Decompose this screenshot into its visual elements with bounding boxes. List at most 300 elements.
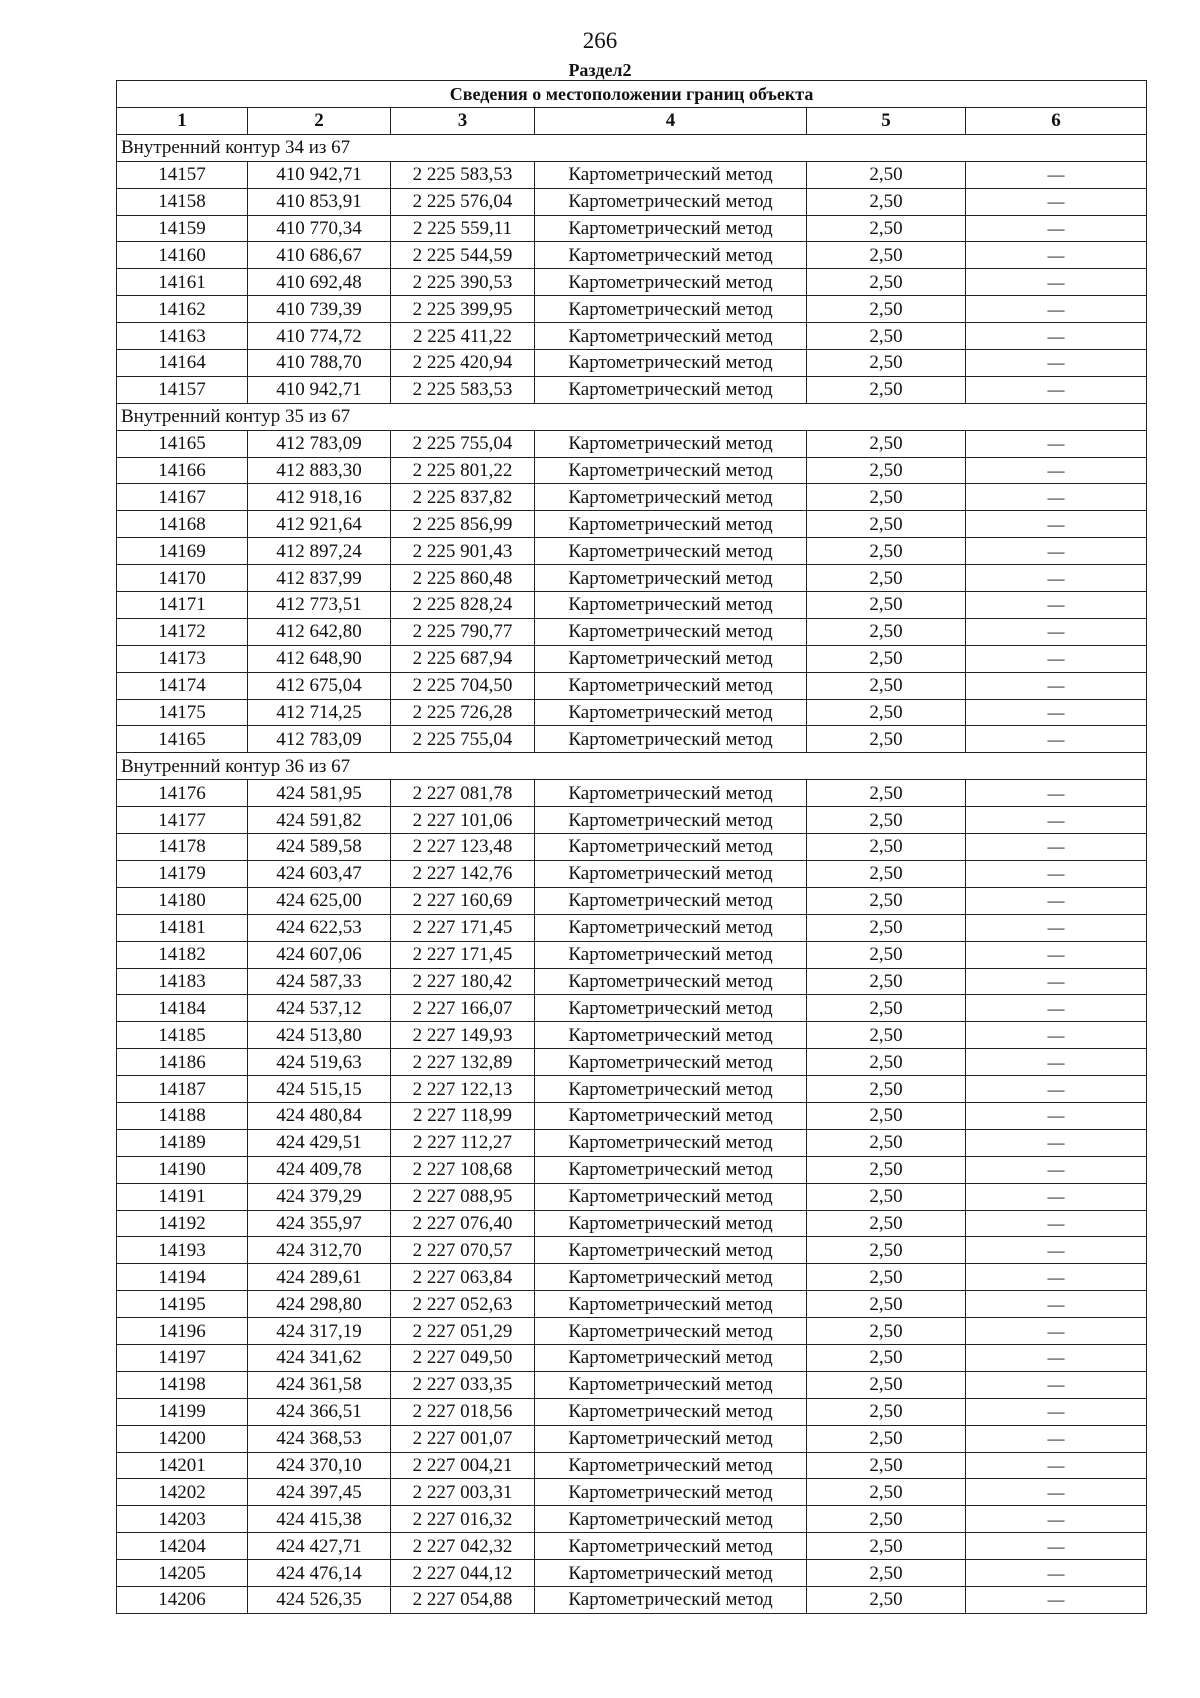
boundary-table <box>116 80 1147 1614</box>
y-coordinate-cell: 2 225 544,59 <box>391 242 535 269</box>
accuracy-cell: 2,50 <box>807 376 966 403</box>
point-number-cell: 14184 <box>117 995 248 1022</box>
accuracy-cell: 2,50 <box>807 1398 966 1425</box>
accuracy-cell: 2,50 <box>807 350 966 377</box>
x-coordinate-cell: 424 409,78 <box>248 1156 391 1183</box>
x-coordinate-cell: 424 415,38 <box>248 1506 391 1533</box>
table-row <box>117 215 1147 242</box>
table-row <box>117 323 1147 350</box>
accuracy-cell: 2,50 <box>807 1183 966 1210</box>
accuracy-cell: 2,50 <box>807 860 966 887</box>
point-number-cell: 14193 <box>117 1237 248 1264</box>
method-cell: Картометрический метод <box>535 1129 807 1156</box>
y-coordinate-cell: 2 227 180,42 <box>391 968 535 995</box>
x-coordinate-cell: 424 480,84 <box>248 1102 391 1129</box>
point-number-cell: 14180 <box>117 887 248 914</box>
note-cell: — <box>966 323 1147 350</box>
method-cell: Картометрический метод <box>535 1398 807 1425</box>
y-coordinate-cell: 2 225 860,48 <box>391 565 535 592</box>
x-coordinate-cell: 424 519,63 <box>248 1049 391 1076</box>
point-number-cell: 14195 <box>117 1291 248 1318</box>
y-coordinate-cell: 2 225 755,04 <box>391 430 535 457</box>
point-number-cell: 14196 <box>117 1318 248 1345</box>
y-coordinate-cell: 2 225 901,43 <box>391 538 535 565</box>
point-number-cell: 14185 <box>117 1022 248 1049</box>
table-row <box>117 161 1147 188</box>
y-coordinate-cell: 2 225 559,11 <box>391 215 535 242</box>
x-coordinate-cell: 412 714,25 <box>248 699 391 726</box>
method-cell: Картометрический метод <box>535 618 807 645</box>
method-cell: Картометрический метод <box>535 1291 807 1318</box>
x-coordinate-cell: 424 587,33 <box>248 968 391 995</box>
note-cell: — <box>966 1586 1147 1613</box>
table-row <box>117 1318 1147 1345</box>
x-coordinate-cell: 412 783,09 <box>248 726 391 753</box>
y-coordinate-cell: 2 225 420,94 <box>391 350 535 377</box>
y-coordinate-cell: 2 227 160,69 <box>391 887 535 914</box>
x-coordinate-cell: 424 368,53 <box>248 1425 391 1452</box>
accuracy-cell: 2,50 <box>807 780 966 807</box>
accuracy-cell: 2,50 <box>807 538 966 565</box>
accuracy-cell: 2,50 <box>807 511 966 538</box>
accuracy-cell: 2,50 <box>807 672 966 699</box>
y-coordinate-cell: 2 227 042,32 <box>391 1533 535 1560</box>
table-row <box>117 457 1147 484</box>
y-coordinate-cell: 2 227 118,99 <box>391 1102 535 1129</box>
table-row <box>117 807 1147 834</box>
table-row <box>117 1533 1147 1560</box>
point-number-cell: 14197 <box>117 1344 248 1371</box>
accuracy-cell: 2,50 <box>807 296 966 323</box>
y-coordinate-cell: 2 227 132,89 <box>391 1049 535 1076</box>
y-coordinate-cell: 2 227 016,32 <box>391 1506 535 1533</box>
point-number-cell: 14175 <box>117 699 248 726</box>
x-coordinate-cell: 410 686,67 <box>248 242 391 269</box>
x-coordinate-cell: 424 526,35 <box>248 1586 391 1613</box>
table-row <box>117 887 1147 914</box>
table-row <box>117 1156 1147 1183</box>
note-cell: — <box>966 376 1147 403</box>
note-cell: — <box>966 484 1147 511</box>
x-coordinate-cell: 424 298,80 <box>248 1291 391 1318</box>
table-row <box>117 269 1147 296</box>
x-coordinate-cell: 424 581,95 <box>248 780 391 807</box>
x-coordinate-cell: 424 355,97 <box>248 1210 391 1237</box>
note-cell: — <box>966 1291 1147 1318</box>
table-row <box>117 699 1147 726</box>
y-coordinate-cell: 2 227 123,48 <box>391 834 535 861</box>
y-coordinate-cell: 2 227 044,12 <box>391 1560 535 1587</box>
point-number-cell: 14182 <box>117 941 248 968</box>
table-row <box>117 726 1147 753</box>
table-row <box>117 1452 1147 1479</box>
y-coordinate-cell: 2 227 003,31 <box>391 1479 535 1506</box>
table-row <box>117 484 1147 511</box>
table-row <box>117 1425 1147 1452</box>
x-coordinate-cell: 424 317,19 <box>248 1318 391 1345</box>
x-coordinate-cell: 412 897,24 <box>248 538 391 565</box>
point-number-cell: 14168 <box>117 511 248 538</box>
table-row <box>117 780 1147 807</box>
note-cell: — <box>966 1425 1147 1452</box>
table-row <box>117 672 1147 699</box>
method-cell: Картометрический метод <box>535 1560 807 1587</box>
accuracy-cell: 2,50 <box>807 914 966 941</box>
accuracy-cell: 2,50 <box>807 1022 966 1049</box>
method-cell: Картометрический метод <box>535 376 807 403</box>
y-coordinate-cell: 2 225 726,28 <box>391 699 535 726</box>
column-header: 2 <box>248 108 391 135</box>
point-number-cell: 14177 <box>117 807 248 834</box>
note-cell: — <box>966 1506 1147 1533</box>
x-coordinate-cell: 410 942,71 <box>248 161 391 188</box>
x-coordinate-cell: 424 397,45 <box>248 1479 391 1506</box>
method-cell: Картометрический метод <box>535 887 807 914</box>
point-number-cell: 14192 <box>117 1210 248 1237</box>
note-cell: — <box>966 188 1147 215</box>
method-cell: Картометрический метод <box>535 1344 807 1371</box>
method-cell: Картометрический метод <box>535 1479 807 1506</box>
accuracy-cell: 2,50 <box>807 968 966 995</box>
accuracy-cell: 2,50 <box>807 941 966 968</box>
point-number-cell: 14204 <box>117 1533 248 1560</box>
point-number-cell: 14167 <box>117 484 248 511</box>
table-row <box>117 1344 1147 1371</box>
point-number-cell: 14173 <box>117 645 248 672</box>
x-coordinate-cell: 424 427,71 <box>248 1533 391 1560</box>
table-row <box>117 834 1147 861</box>
x-coordinate-cell: 410 774,72 <box>248 323 391 350</box>
point-number-cell: 14201 <box>117 1452 248 1479</box>
method-cell: Картометрический метод <box>535 968 807 995</box>
y-coordinate-cell: 2 225 837,82 <box>391 484 535 511</box>
table-row <box>117 511 1147 538</box>
accuracy-cell: 2,50 <box>807 430 966 457</box>
accuracy-cell: 2,50 <box>807 269 966 296</box>
note-cell: — <box>966 914 1147 941</box>
x-coordinate-cell: 412 675,04 <box>248 672 391 699</box>
point-number-cell: 14179 <box>117 860 248 887</box>
method-cell: Картометрический метод <box>535 1586 807 1613</box>
point-number-cell: 14162 <box>117 296 248 323</box>
point-number-cell: 14163 <box>117 323 248 350</box>
accuracy-cell: 2,50 <box>807 1156 966 1183</box>
note-cell: — <box>966 1049 1147 1076</box>
y-coordinate-cell: 2 225 828,24 <box>391 592 535 619</box>
accuracy-cell: 2,50 <box>807 1479 966 1506</box>
note-cell: — <box>966 511 1147 538</box>
y-coordinate-cell: 2 225 704,50 <box>391 672 535 699</box>
point-number-cell: 14200 <box>117 1425 248 1452</box>
x-coordinate-cell: 410 770,34 <box>248 215 391 242</box>
point-number-cell: 14188 <box>117 1102 248 1129</box>
method-cell: Картометрический метод <box>535 296 807 323</box>
accuracy-cell: 2,50 <box>807 1237 966 1264</box>
point-number-cell: 14176 <box>117 780 248 807</box>
x-coordinate-cell: 424 625,00 <box>248 887 391 914</box>
note-cell: — <box>966 941 1147 968</box>
x-coordinate-cell: 424 513,80 <box>248 1022 391 1049</box>
note-cell: — <box>966 161 1147 188</box>
accuracy-cell: 2,50 <box>807 1291 966 1318</box>
column-header: 3 <box>391 108 535 135</box>
method-cell: Картометрический метод <box>535 672 807 699</box>
note-cell: — <box>966 699 1147 726</box>
note-cell: — <box>966 350 1147 377</box>
note-cell: — <box>966 296 1147 323</box>
method-cell: Картометрический метод <box>535 565 807 592</box>
note-cell: — <box>966 565 1147 592</box>
y-coordinate-cell: 2 227 018,56 <box>391 1398 535 1425</box>
note-cell: — <box>966 645 1147 672</box>
note-cell: — <box>966 887 1147 914</box>
method-cell: Картометрический метод <box>535 592 807 619</box>
method-cell: Картометрический метод <box>535 1156 807 1183</box>
contour-label: Внутренний контур 34 из 67 <box>117 134 1147 161</box>
table-row <box>117 538 1147 565</box>
y-coordinate-cell: 2 227 076,40 <box>391 1210 535 1237</box>
method-cell: Картометрический метод <box>535 161 807 188</box>
note-cell: — <box>966 1156 1147 1183</box>
x-coordinate-cell: 424 537,12 <box>248 995 391 1022</box>
table-row <box>117 430 1147 457</box>
point-number-cell: 14164 <box>117 350 248 377</box>
note-cell: — <box>966 1076 1147 1103</box>
accuracy-cell: 2,50 <box>807 618 966 645</box>
table-row <box>117 188 1147 215</box>
note-cell: — <box>966 215 1147 242</box>
y-coordinate-cell: 2 227 051,29 <box>391 1318 535 1345</box>
point-number-cell: 14178 <box>117 834 248 861</box>
point-number-cell: 14166 <box>117 457 248 484</box>
method-cell: Картометрический метод <box>535 726 807 753</box>
method-cell: Картометрический метод <box>535 941 807 968</box>
point-number-cell: 14165 <box>117 726 248 753</box>
x-coordinate-cell: 412 648,90 <box>248 645 391 672</box>
x-coordinate-cell: 424 366,51 <box>248 1398 391 1425</box>
x-coordinate-cell: 410 942,71 <box>248 376 391 403</box>
table-row <box>117 645 1147 672</box>
accuracy-cell: 2,50 <box>807 1371 966 1398</box>
method-cell: Картометрический метод <box>535 834 807 861</box>
y-coordinate-cell: 2 225 576,04 <box>391 188 535 215</box>
note-cell: — <box>966 1102 1147 1129</box>
method-cell: Картометрический метод <box>535 323 807 350</box>
x-coordinate-cell: 412 642,80 <box>248 618 391 645</box>
note-cell: — <box>966 1264 1147 1291</box>
accuracy-cell: 2,50 <box>807 1344 966 1371</box>
accuracy-cell: 2,50 <box>807 161 966 188</box>
y-coordinate-cell: 2 225 801,22 <box>391 457 535 484</box>
accuracy-cell: 2,50 <box>807 1452 966 1479</box>
note-cell: — <box>966 1533 1147 1560</box>
x-coordinate-cell: 424 622,53 <box>248 914 391 941</box>
table-row <box>117 1398 1147 1425</box>
method-cell: Картометрический метод <box>535 807 807 834</box>
note-cell: — <box>966 1022 1147 1049</box>
point-number-cell: 14157 <box>117 161 248 188</box>
table-row <box>117 995 1147 1022</box>
point-number-cell: 14189 <box>117 1129 248 1156</box>
point-number-cell: 14205 <box>117 1560 248 1587</box>
note-cell: — <box>966 242 1147 269</box>
point-number-cell: 14171 <box>117 592 248 619</box>
accuracy-cell: 2,50 <box>807 188 966 215</box>
point-number-cell: 14159 <box>117 215 248 242</box>
accuracy-cell: 2,50 <box>807 645 966 672</box>
method-cell: Картометрический метод <box>535 457 807 484</box>
point-number-cell: 14174 <box>117 672 248 699</box>
contour-header-row <box>117 134 1147 161</box>
accuracy-cell: 2,50 <box>807 1210 966 1237</box>
table-row <box>117 296 1147 323</box>
accuracy-cell: 2,50 <box>807 565 966 592</box>
note-cell: — <box>966 1398 1147 1425</box>
note-cell: — <box>966 860 1147 887</box>
table-row <box>117 1586 1147 1613</box>
method-cell: Картометрический метод <box>535 215 807 242</box>
x-coordinate-cell: 424 607,06 <box>248 941 391 968</box>
table-body <box>117 134 1147 1613</box>
table-title: Сведения о местоположении границ объекта <box>117 81 1147 108</box>
y-coordinate-cell: 2 225 583,53 <box>391 161 535 188</box>
table-row <box>117 242 1147 269</box>
point-number-cell: 14158 <box>117 188 248 215</box>
page-number: 266 <box>582 28 618 53</box>
accuracy-cell: 2,50 <box>807 1076 966 1103</box>
x-coordinate-cell: 412 918,16 <box>248 484 391 511</box>
x-coordinate-cell: 424 361,58 <box>248 1371 391 1398</box>
table-row <box>117 1479 1147 1506</box>
x-coordinate-cell: 412 883,30 <box>248 457 391 484</box>
y-coordinate-cell: 2 227 171,45 <box>391 941 535 968</box>
accuracy-cell: 2,50 <box>807 995 966 1022</box>
accuracy-cell: 2,50 <box>807 699 966 726</box>
method-cell: Картометрический метод <box>535 1318 807 1345</box>
note-cell: — <box>966 269 1147 296</box>
note-cell: — <box>966 726 1147 753</box>
column-header: 1 <box>117 108 248 135</box>
x-coordinate-cell: 410 788,70 <box>248 350 391 377</box>
y-coordinate-cell: 2 227 052,63 <box>391 1291 535 1318</box>
accuracy-cell: 2,50 <box>807 807 966 834</box>
y-coordinate-cell: 2 227 142,76 <box>391 860 535 887</box>
method-cell: Картометрический метод <box>535 1076 807 1103</box>
x-coordinate-cell: 412 773,51 <box>248 592 391 619</box>
note-cell: — <box>966 1318 1147 1345</box>
y-coordinate-cell: 2 227 166,07 <box>391 995 535 1022</box>
method-cell: Картометрический метод <box>535 914 807 941</box>
table-row <box>117 618 1147 645</box>
method-cell: Картометрический метод <box>535 242 807 269</box>
note-cell: — <box>966 807 1147 834</box>
contour-label: Внутренний контур 35 из 67 <box>117 403 1147 430</box>
point-number-cell: 14203 <box>117 1506 248 1533</box>
x-coordinate-cell: 424 603,47 <box>248 860 391 887</box>
note-cell: — <box>966 457 1147 484</box>
note-cell: — <box>966 780 1147 807</box>
method-cell: Картометрический метод <box>535 350 807 377</box>
accuracy-cell: 2,50 <box>807 887 966 914</box>
table-row <box>117 1371 1147 1398</box>
point-number-cell: 14191 <box>117 1183 248 1210</box>
y-coordinate-cell: 2 225 687,94 <box>391 645 535 672</box>
accuracy-cell: 2,50 <box>807 323 966 350</box>
y-coordinate-cell: 2 227 149,93 <box>391 1022 535 1049</box>
y-coordinate-cell: 2 225 856,99 <box>391 511 535 538</box>
table-row <box>117 592 1147 619</box>
method-cell: Картометрический метод <box>535 538 807 565</box>
x-coordinate-cell: 424 515,15 <box>248 1076 391 1103</box>
y-coordinate-cell: 2 225 790,77 <box>391 618 535 645</box>
note-cell: — <box>966 618 1147 645</box>
note-cell: — <box>966 1344 1147 1371</box>
x-coordinate-cell: 424 591,82 <box>248 807 391 834</box>
accuracy-cell: 2,50 <box>807 242 966 269</box>
x-coordinate-cell: 424 476,14 <box>248 1560 391 1587</box>
method-cell: Картометрический метод <box>535 1210 807 1237</box>
point-number-cell: 14194 <box>117 1264 248 1291</box>
x-coordinate-cell: 412 921,64 <box>248 511 391 538</box>
table-row <box>117 376 1147 403</box>
method-cell: Картометрический метод <box>535 484 807 511</box>
x-coordinate-cell: 412 837,99 <box>248 565 391 592</box>
point-number-cell: 14165 <box>117 430 248 457</box>
table-row <box>117 1237 1147 1264</box>
note-cell: — <box>966 1560 1147 1587</box>
x-coordinate-cell: 424 379,29 <box>248 1183 391 1210</box>
x-coordinate-cell: 424 289,61 <box>248 1264 391 1291</box>
accuracy-cell: 2,50 <box>807 1318 966 1345</box>
note-cell: — <box>966 592 1147 619</box>
column-header: 6 <box>966 108 1147 135</box>
method-cell: Картометрический метод <box>535 645 807 672</box>
y-coordinate-cell: 2 227 070,57 <box>391 1237 535 1264</box>
x-coordinate-cell: 410 853,91 <box>248 188 391 215</box>
method-cell: Картометрический метод <box>535 430 807 457</box>
method-cell: Картометрический метод <box>535 1425 807 1452</box>
accuracy-cell: 2,50 <box>807 215 966 242</box>
method-cell: Картометрический метод <box>535 1102 807 1129</box>
y-coordinate-cell: 2 225 755,04 <box>391 726 535 753</box>
note-cell: — <box>966 968 1147 995</box>
table-row <box>117 1183 1147 1210</box>
table-row <box>117 1210 1147 1237</box>
method-cell: Картометрический метод <box>535 1264 807 1291</box>
x-coordinate-cell: 424 312,70 <box>248 1237 391 1264</box>
point-number-cell: 14198 <box>117 1371 248 1398</box>
column-header: 4 <box>535 108 807 135</box>
method-cell: Картометрический метод <box>535 780 807 807</box>
method-cell: Картометрический метод <box>535 1183 807 1210</box>
method-cell: Картометрический метод <box>535 860 807 887</box>
method-cell: Картометрический метод <box>535 1506 807 1533</box>
y-coordinate-cell: 2 227 088,95 <box>391 1183 535 1210</box>
table-row <box>117 1291 1147 1318</box>
method-cell: Картометрический метод <box>535 995 807 1022</box>
table-row <box>117 860 1147 887</box>
note-cell: — <box>966 995 1147 1022</box>
accuracy-cell: 2,50 <box>807 1560 966 1587</box>
accuracy-cell: 2,50 <box>807 834 966 861</box>
y-coordinate-cell: 2 227 033,35 <box>391 1371 535 1398</box>
point-number-cell: 14183 <box>117 968 248 995</box>
note-cell: — <box>966 672 1147 699</box>
y-coordinate-cell: 2 227 004,21 <box>391 1452 535 1479</box>
accuracy-cell: 2,50 <box>807 1264 966 1291</box>
x-coordinate-cell: 424 429,51 <box>248 1129 391 1156</box>
table-row <box>117 1049 1147 1076</box>
